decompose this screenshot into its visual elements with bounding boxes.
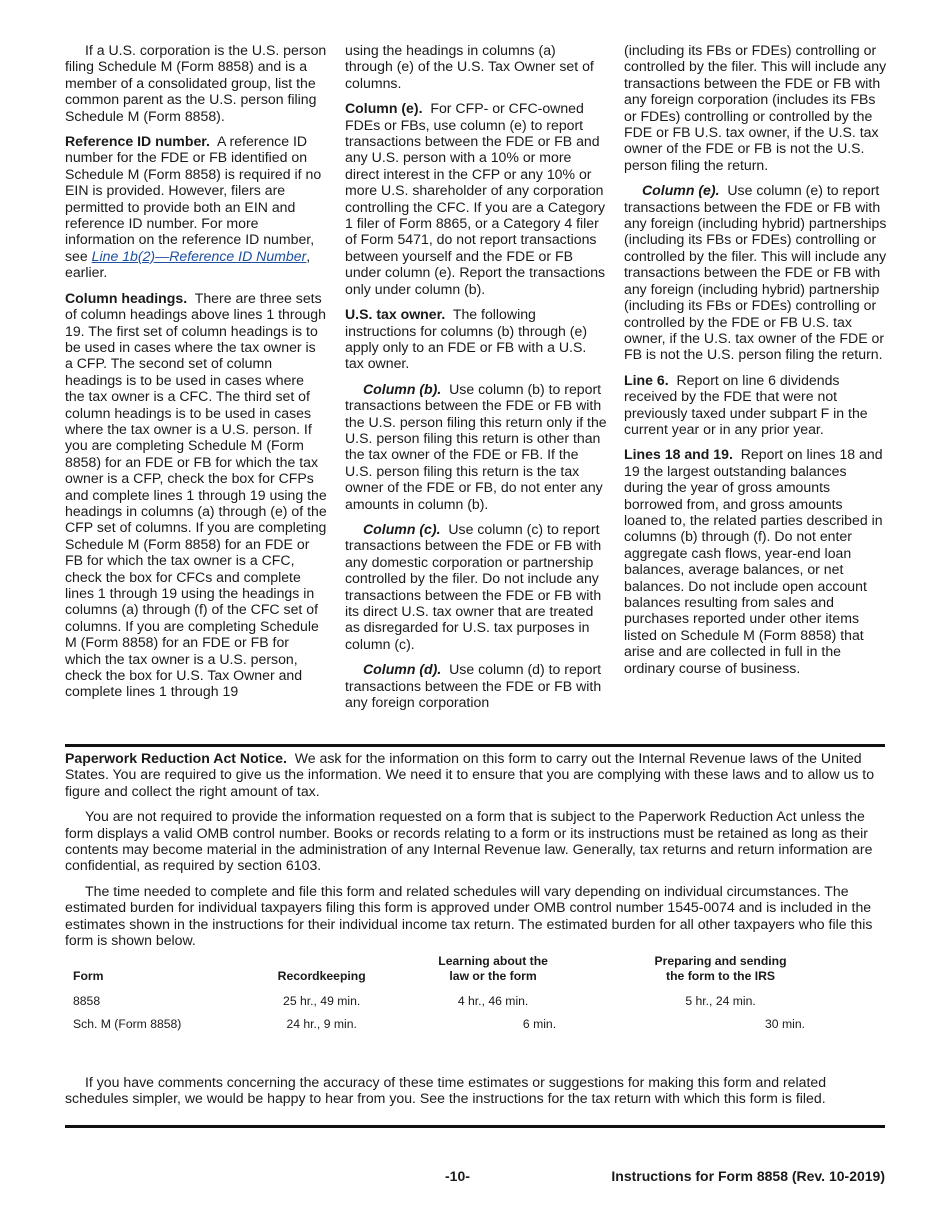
column-c-paragraph: Column (c). Use column (c) to report transactions between the FDE or FB with any domestic corporation or partnership controlled by the filer. Do not include any transactions between the FDE or FB with its direct U.S. tax owner that are treated as disregarded for U.S. tax purposes in column (c). [345,520,602,652]
continued-paragraph: using the headings in columns (a) through (e) of the U.S. Tax Owner set of columns. [345,42,594,91]
pra-heading: Paperwork Reduction Act Notice. [65,750,287,766]
comments-paragraph: If you have comments concerning the accuracy of these time estimates or suggestions for making this form and related schedules simpler, we would be happy to hear from you. See the instructions for the tax return with which this form is filed. [65,1074,827,1107]
cell-learning: 6 min. [522,1017,557,1031]
column-2 [345,42,607,719]
column-b-paragraph: Column (b). Use column (b) to report transactions between the FDE or FB with the U.S. person filing this return only if the U.S. person filing this return is other than the tax owner of the FDE or FB. If the U.S. person filing this return is the tax owner of the FDE or FB, do not enter any amounts in column (b). [345,380,607,512]
pra-paragraph-1: Paperwork Reduction Act Notice. We ask for the information on this form to carry out the Internal Revenue laws of the United States. You are required to give us the information. We need it to ensure that you are complying with these laws and to allow us to figure and collect the right amount of tax. [65,750,875,799]
table-header-row [65,954,845,990]
pra-paragraph-3: The time needed to complete and file this form and related schedules will vary depending on individual circumstances. The estimated burden for individual taxpayers filing this form is approved under OMB control number 1545-0074 and is included in the estimates shown in the instructions for their individual income tax return. The estimated burden for all other taxpayers who file this form is shown below. [65,882,873,949]
column-e-cfp-paragraph: Column (e). For CFP- or CFC-owned FDEs or FBs, use column (e) to report transactions between the FDE or FB and any U.S. person with a 10% or more direct interest in the CFP or any 10% or more U.S. shareholder of any corporation controlling the CFC. If you are a Category 1 filer of Form 8865, or a Category 4 filer of Form 5471, do not report transactions between yourself and the FDE or FB under column (e). Report the transactions only under column (b). [345,100,606,297]
header-recordkeeping: Recordkeeping [277,969,366,983]
section-divider-bottom [65,1125,885,1128]
cell-form: 8858 [73,994,101,1008]
time-burden-table [65,954,845,1036]
column-e-heading: Column (e). [345,100,423,117]
column-e-us-paragraph: Column (e). Use column (e) to report transactions between the FDE or FB with any foreign (including hybrid) partnerships (including its FBs or FDEs) controlling or controlled by the filer. This will include any transactions between the FDE or FB with any foreign (including hybrid) partnership (including its FBs or FDEs) controlling or controlled by the FDE or FB U.S. tax owner, if the U.S. tax owner of the FDE or FB is not the U.S. person filing the return. [624,182,887,363]
paperwork-reduction-act-notice [65,750,885,957]
column-headings-paragraph: Column headings. There are three sets of column headings above lines 1 through 19. The first set of column headings is to be used in cases where the tax owner is a CFP. The second set of column headings is to be used in cases where the tax owner is a CFC. The third set of column headings is to be used in cases where the tax owner is a U.S. person. If you are completing Schedule M (Form 8858) for an FDE or FB for which the tax owner is a CFP, check the box for CFPs and complete lines 1 through 19 using the headings in columns (a) through (e) of the CFP set of columns. If you are completing Schedule M (Form 8858) for an FDE or FB for which the tax owner is a CFC, check the box for CFCs and complete lines 1 through 19 using the headings in columns (a) through (f) of the CFC set of columns. If you are completing Schedule M (Form 8858) for an FDE or FB for which the tax owner is a U.S. person, check the box for U.S. Tax Owner and complete lines 1 through 19 [65,289,327,700]
us-tax-owner-heading: U.S. tax owner. [345,306,446,323]
pra-paragraph-2: You are not required to provide the information requested on a form that is subject to the Paperwork Reduction Act unless the form displays a valid OMB control number. Books or records relating to a form or its instructions must be retained as long as their contents may become material in the administration of any Internal Revenue law. Generally, tax returns and return information are confidential, as required by section 6103. [65,808,873,874]
table-row [65,1013,845,1036]
column-1 [65,42,327,709]
header-form: Form [73,969,104,983]
line-6-paragraph: Line 6. Report on line 6 dividends received by the FDE that were not previously taxed under subpart F in the current year or in any prior year. [624,371,868,437]
cell-recordkeeping: 25 hr., 49 min. [283,994,361,1008]
cell-learning: 4 hr., 46 min. [457,994,529,1008]
reference-id-paragraph: Reference ID number. A reference ID number for the FDE or FB identified on Schedule M (Form 8858) is required if no EIN is provided. However, filers are permitted to provide both an EIN and reference ID number. For more information on the reference ID number, see Line 1b(2)—Reference ID Number, earlier. [65,133,322,281]
column-d-continued-paragraph: (including its FBs or FDEs) controlling or controlled by the filer. This will include any transactions between the FDE or FB with any foreign corporation (includes its FBs or FDEs) controlling or controlled by the FDE or FB U.S. tax owner, if the U.S. tax owner of the FDE or FB is not the U.S. person filing the return. [624,42,887,173]
column-c-heading: Column (c). [363,520,441,537]
lines-18-19-paragraph: Lines 18 and 19. Report on lines 18 and 19 the largest outstanding balances during the year of gross amounts borrowed from, and gross amounts loaned to, the related parties described in columns (b) through (f). Do not enter aggregate cash flows, year-end loan balances, average balances, or net balances. Do not include open account balances resulting from sales and purchases reported under other items listed on Schedule M (Form 8858) that arise and are collected in full in the ordinary course of business. [624,446,883,676]
column-d-heading: Column (d). [363,661,442,678]
column-3 [624,42,888,685]
reference-id-link[interactable]: Line 1b(2)—Reference ID Number [91,247,307,264]
column-d-paragraph: Column (d). Use column (d) to report transactions between the FDE or FB with any foreign corporation [345,661,602,711]
column-headings-heading: Column headings. [65,289,188,306]
table-row [65,990,845,1013]
page-number: -10- [445,1168,470,1184]
header-preparing: Preparing and sending the form to the IRS [654,954,787,983]
reference-id-heading: Reference ID number. [65,133,210,150]
footer-document-title: Instructions for Form 8858 (Rev. 10-2019) [611,1168,885,1184]
column-b-heading: Column (b). [363,380,442,397]
line-6-heading: Line 6. [624,371,669,388]
cell-recordkeeping: 24 hr., 9 min. [286,1017,357,1031]
consolidated-group-paragraph: If a U.S. corporation is the U.S. person filing Schedule M (Form 8858) and is a member of a consolidated group, list the common parent as the U.S. person filing Schedule M (Form 8858). [65,42,327,124]
us-tax-owner-paragraph: U.S. tax owner. The following instructions for columns (b) through (e) apply only to an FDE or FB with a U.S. tax owner. [345,306,588,372]
header-learning: Learning about the law or the form [438,954,548,983]
section-divider-top [65,744,885,747]
cell-preparing: 5 hr., 24 min. [685,994,756,1008]
three-column-body [65,42,885,732]
cell-preparing: 30 min. [765,1017,805,1031]
lines-18-19-heading: Lines 18 and 19. [624,446,733,463]
cell-form: Sch. M (Form 8858) [73,1017,182,1031]
column-e-us-heading: Column (e). [642,182,720,199]
